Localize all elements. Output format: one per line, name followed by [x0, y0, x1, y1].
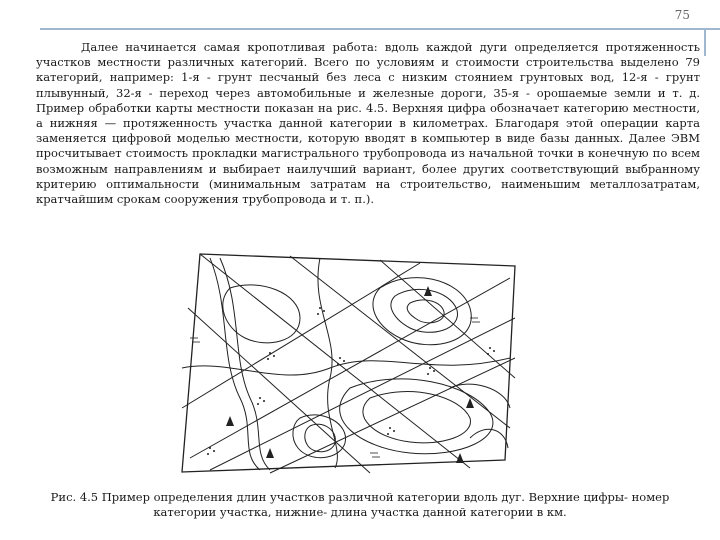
- terrain-map-figure: [170, 248, 540, 480]
- figure-caption: Рис. 4.5 Пример определения длин участков различной категории вдоль дуг. Верхние цифры- номер категории участка, нижние- длина участка данной категории в км.: [50, 490, 670, 519]
- header-rule: [40, 28, 720, 30]
- body-paragraph: Далее начинается самая кропотливая работа: вдоль каждой дуги определяется протяженность участков местности различных категорий. Всего по условиям и стоимости строительства выделено 79 категорий, например: 1-я - грунт песчаный без леса с низким стоянием грунтовых вод, 12-я - грунт плывунный, 32-я - переход через автомобильные и железные дороги, 35-я - орошаемые земли и т. д. Пример обработки карты местности показан на рис. 4.5. Верхняя цифра обозначает категорию местности, а нижняя — протяженность участка данной категории в километрах. Благодаря этой операции карта заменяется цифровой моделью местности, которую вводят в компьютер в виде базы данных. Далее ЭВМ просчитывает стоимость прокладки магистрального трубопровода из начальной точки в конечную по всем возможным направлениям и выбирает наилучший вариант, более других соответствующий выбранному критерию оптимальности (минимальным затратам на строительство, наименьшим металлозатратам, кратчайшим срокам сооружения трубопровода и т. п.).: [36, 40, 700, 207]
- terrain-map: [170, 248, 540, 480]
- header-rule-edge: [704, 28, 720, 56]
- page-number: 75: [674, 8, 690, 22]
